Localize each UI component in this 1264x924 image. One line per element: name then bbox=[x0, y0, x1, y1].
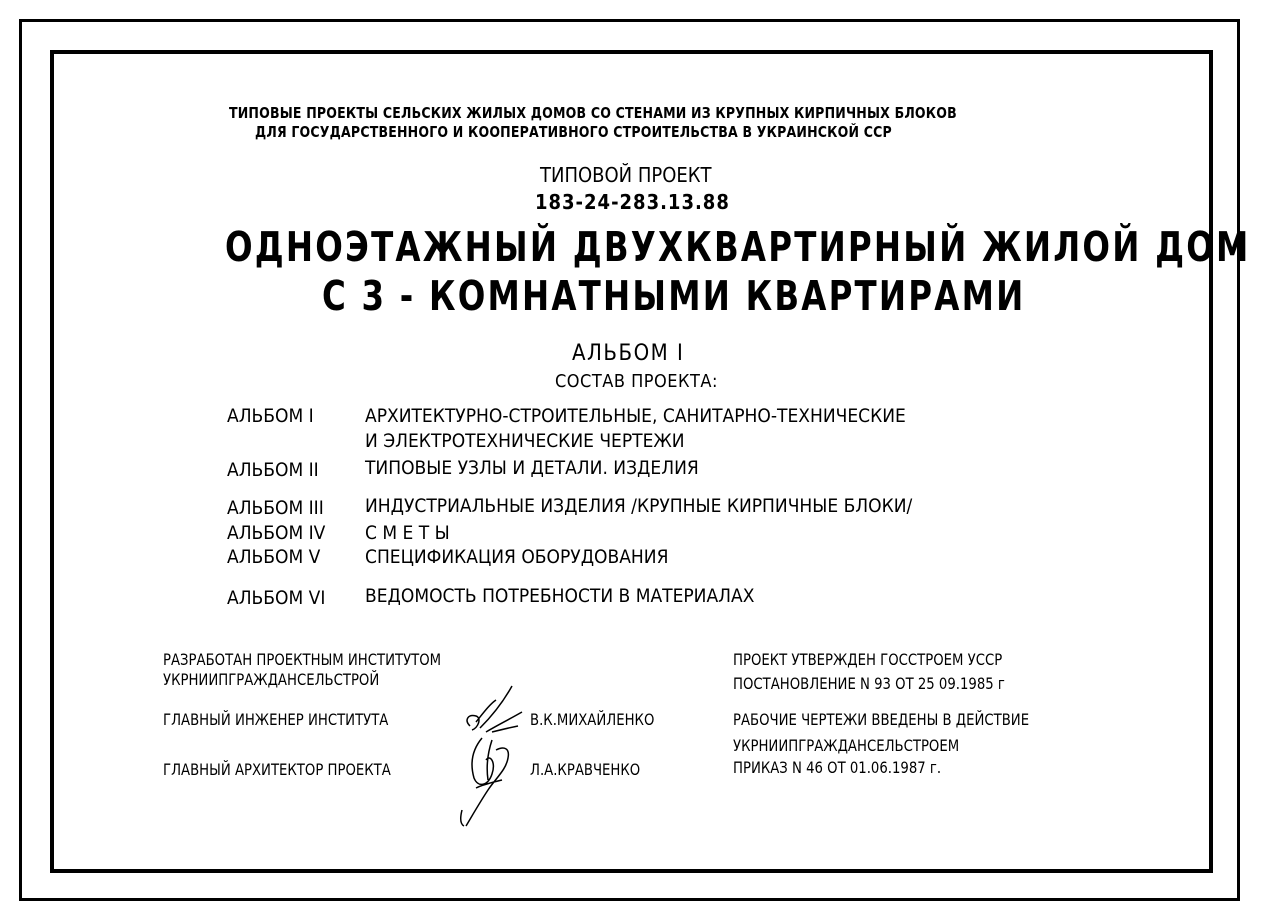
album-list-label: АЛЬБОМ II bbox=[227, 459, 319, 481]
album-list-label: АЛЬБОМ III bbox=[227, 497, 324, 519]
album-list-desc: ИНДУСТРИАЛЬНЫЕ ИЗДЕЛИЯ /КРУПНЫЕ КИРПИЧНЫЕ БЛОКИ/ bbox=[365, 495, 913, 517]
album-list-label: АЛЬБОМ V bbox=[227, 546, 321, 568]
approved-line: ПРОЕКТ УТВЕРЖДЕН ГОССТРОЕМ УССР bbox=[733, 650, 1003, 669]
album-list-desc-continued: И ЭЛЕКТРОТЕХНИЧЕСКИЕ ЧЕРТЕЖИ bbox=[365, 430, 685, 452]
title-line-1: ОДНОЭТАЖНЫЙ ДВУХКВАРТИРНЫЙ ЖИЛОЙ ДОМ bbox=[225, 223, 1251, 271]
developed-by: РАЗРАБОТАН ПРОЕКТНЫМ ИНСТИТУТОМ bbox=[163, 650, 442, 669]
title-line-2: С 3 - КОМНАТНЫМИ КВАРТИРАМИ bbox=[322, 272, 1026, 320]
album-title: АЛЬБОМ I bbox=[572, 341, 685, 366]
album-list-desc: ВЕДОМОСТЬ ПОТРЕБНОСТИ В МАТЕРИАЛАХ bbox=[365, 585, 755, 607]
album-list-desc: С М Е Т Ы bbox=[365, 522, 450, 544]
drawings-effective-line: РАБОЧИЕ ЧЕРТЕЖИ ВВЕДЕНЫ В ДЕЙСТВИЕ bbox=[733, 710, 1030, 729]
album-list-label: АЛЬБОМ VI bbox=[227, 587, 326, 609]
album-list-label: АЛЬБОМ I bbox=[227, 405, 314, 427]
album-list-desc: АРХИТЕКТУРНО-СТРОИТЕЛЬНЫЕ, САНИТАРНО-ТЕХНИЧЕСКИЕ bbox=[365, 405, 906, 427]
signature-chief-architect bbox=[452, 730, 527, 830]
series-line-2: ДЛЯ ГОСУДАРСТВЕННОГО И КООПЕРАТИВНОГО СТРОИТЕЛЬСТВА В УКРАИНСКОЙ ССР bbox=[255, 123, 892, 141]
album-list-desc: ТИПОВЫЕ УЗЛЫ И ДЕТАЛИ. ИЗДЕЛИЯ bbox=[365, 457, 699, 479]
chief-engineer-role: ГЛАВНЫЙ ИНЖЕНЕР ИНСТИТУТА bbox=[163, 710, 389, 729]
developer-institute: УКРНИИПГРАЖДАНСЕЛЬСТРОЙ bbox=[163, 670, 380, 689]
chief-engineer-name: В.К.МИХАЙЛЕНКО bbox=[530, 710, 655, 729]
order-line: ПРИКАЗ N 46 ОТ 01.06.1987 г. bbox=[733, 758, 942, 777]
album-list-desc: СПЕЦИФИКАЦИЯ ОБОРУДОВАНИЯ bbox=[365, 546, 669, 568]
project-label: ТИПОВОЙ ПРОЕКТ bbox=[540, 163, 712, 187]
series-line-1: ТИПОВЫЕ ПРОЕКТЫ СЕЛЬСКИХ ЖИЛЫХ ДОМОВ СО СТЕНАМИ ИЗ КРУПНЫХ КИРПИЧНЫХ БЛОКОВ bbox=[229, 104, 957, 122]
effective-institute: УКРНИИПГРАЖДАНСЕЛЬСТРОЕМ bbox=[733, 736, 960, 755]
chief-architect-role: ГЛАВНЫЙ АРХИТЕКТОР ПРОЕКТА bbox=[163, 760, 391, 779]
album-list-label: АЛЬБОМ IV bbox=[227, 522, 326, 544]
contents-heading: СОСТАВ ПРОЕКТА: bbox=[555, 371, 718, 392]
chief-architect-name: Л.А.КРАВЧЕНКО bbox=[530, 760, 641, 779]
resolution-line: ПОСТАНОВЛЕНИЕ N 93 ОТ 25 09.1985 г bbox=[733, 674, 1005, 693]
project-code: 183-24-283.13.88 bbox=[535, 190, 730, 214]
